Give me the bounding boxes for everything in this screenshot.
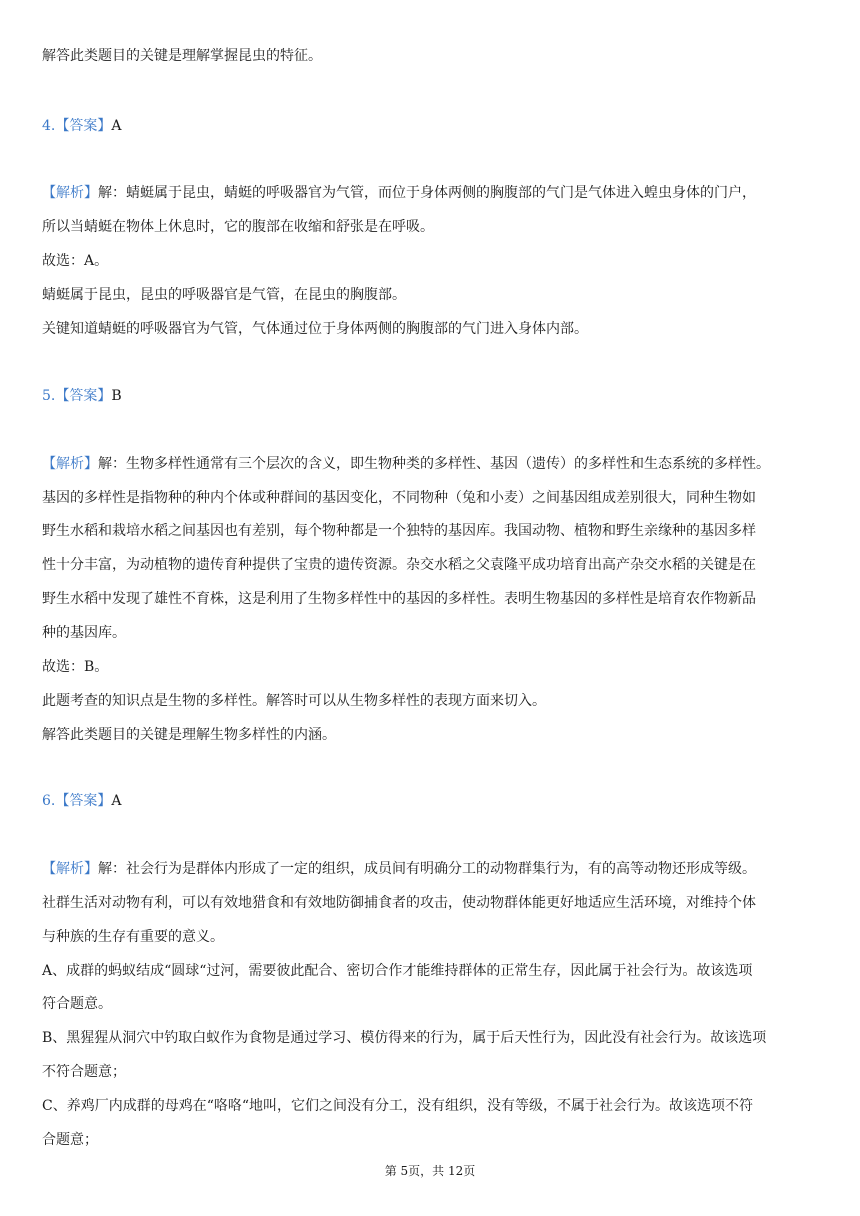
text-line: 所以当蜻蜓在物体上休息时，它的腹部在收缩和舒张是在呼吸。 [42, 219, 434, 235]
question-number: 5. [42, 388, 56, 404]
analysis-line [42, 183, 827, 203]
analysis-line [42, 454, 827, 474]
text-line: C、养鸡厂内成群的母鸡在“咯咯“地叫，它们之间没有分工，没有组织，没有等级，不属于社会行为。故该选项不符 [42, 1098, 754, 1114]
answer-value: A [111, 793, 122, 809]
analysis-tag: 【解析】 [42, 861, 98, 877]
answer-tag: 【答案】 [55, 793, 112, 809]
answer-heading-5 [42, 386, 827, 406]
analysis-text: 解：蜻蜓属于昆虫，蜻蜓的呼吸器官为气管，而位于身体两侧的胸腹部的气门是气体进入蝗虫身体的门户， [98, 185, 756, 201]
text-line: 解答此类题目的关键是理解生物多样性的内涵。 [42, 727, 336, 743]
text-line: 性十分丰富，为动植物的遗传育种提供了宝贵的遗传资源。杂交水稻之父袁隆平成功培育出高产杂交水稻的关键是在 [42, 557, 756, 573]
text-line: 故选：B。 [42, 659, 109, 675]
text-line: 野生水稻中发现了雄性不育株，这是利用了生物多样性中的基因的多样性。表明生物基因的多样性是培育农作物新品 [42, 591, 756, 607]
answer-tag: 【答案】 [55, 118, 112, 134]
analysis-text: 解：社会行为是群体内形成了一定的组织，成员间有明确分工的动物群集行为，有的高等动物还形成等级。 [98, 861, 756, 877]
answer-value: B [111, 388, 122, 404]
text-line: 与种族的生存有重要的意义。 [42, 929, 224, 945]
question-number: 6. [42, 793, 56, 809]
text-line: 符合题意。 [42, 996, 112, 1012]
page-footer: 第 5页，共 12页 [384, 1164, 476, 1178]
text-line: 关键知道蜻蜓的呼吸器官为气管，气体通过位于身体两侧的胸腹部的气门进入身体内部。 [42, 321, 588, 337]
analysis-line [42, 859, 827, 879]
text-line: 基因的多样性是指物种的种内个体或种群间的基因变化，不同物种（兔和小麦）之间基因组成差别很大，同种生物如 [42, 490, 756, 506]
text-line: 蜻蜓属于昆虫，昆虫的呼吸器官是气管，在昆虫的胸腹部。 [42, 287, 406, 303]
text-line: A、成群的蚂蚁结成“圆球“过河，需要彼此配合、密切合作才能维持群体的正常生存，因此属于社会行为。故该选项 [42, 963, 753, 979]
text-line: 不符合题意； [42, 1064, 126, 1080]
question-number: 4. [42, 118, 56, 134]
text-line: 野生水稻和栽培水稻之间基因也有差别，每个物种都是一个独特的基因库。我国动物、植物和野生亲缘种的基因多样 [42, 523, 756, 539]
answer-tag: 【答案】 [55, 388, 112, 404]
answer-value: A [111, 118, 122, 134]
text-line: 社群生活对动物有利，可以有效地猎食和有效地防御捕食者的攻击，使动物群体能更好地适应生活环境，对维持个体 [42, 895, 756, 911]
text-line: 故选：A。 [42, 253, 109, 269]
text-line: 合题意； [42, 1132, 98, 1148]
analysis-text: 解：生物多样性通常有三个层次的含义，即生物种类的多样性、基因（遗传）的多样性和生态系统的多样性。 [98, 456, 770, 472]
text-line: 种的基因库。 [42, 625, 126, 641]
text-line: 此题考查的知识点是生物的多样性。解答时可以从生物多样性的表现方面来切入。 [42, 693, 546, 709]
text-line: B、黑猩猩从洞穴中钓取白蚁作为食物是通过学习、模仿得来的行为，属于后天性行为，因此没有社会行为。故该选项 [42, 1030, 767, 1046]
analysis-tag: 【解析】 [42, 456, 98, 472]
analysis-tag: 【解析】 [42, 185, 98, 201]
text-line: 解答此类题目的关键是理解掌握昆虫的特征。 [42, 48, 322, 64]
answer-heading-6 [42, 791, 827, 811]
answer-heading-4 [42, 116, 827, 136]
